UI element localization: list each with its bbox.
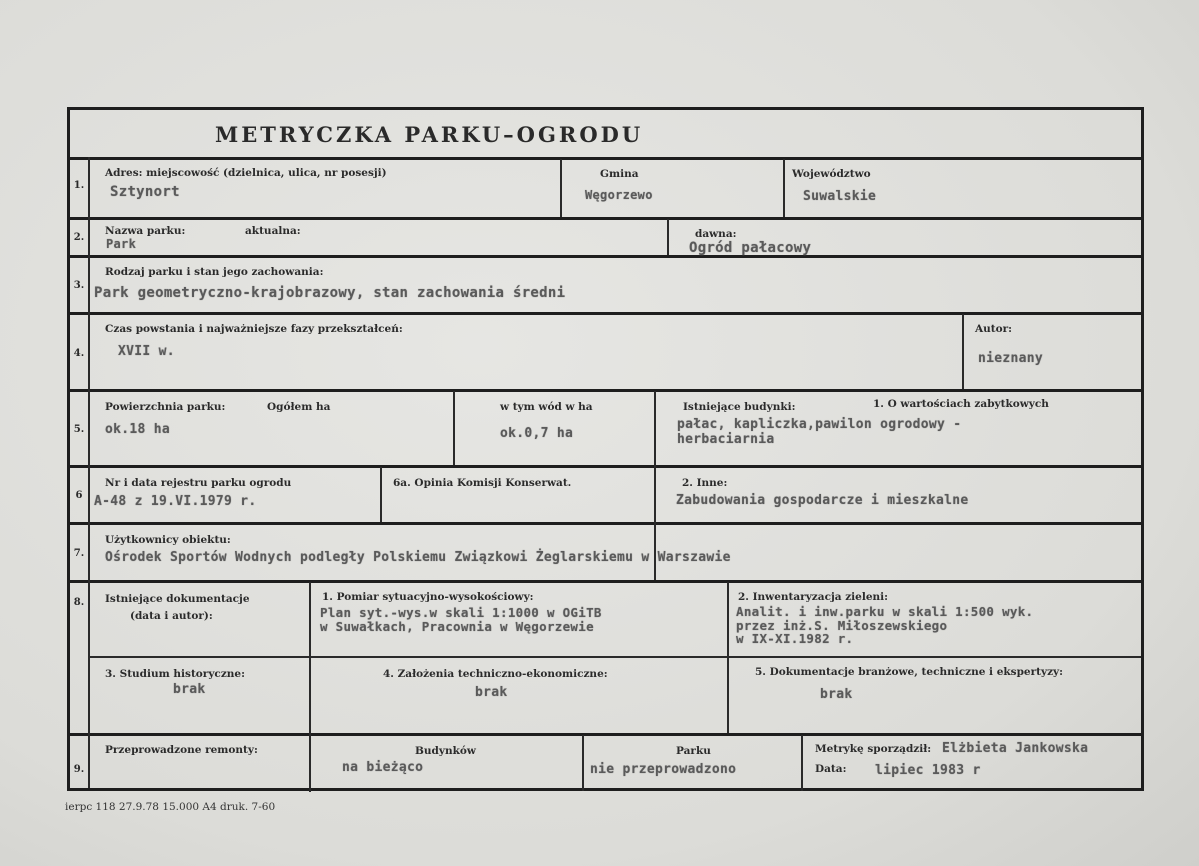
row-divider (70, 217, 1141, 220)
form-title: METRYCZKA PARKU–OGRODU (215, 122, 644, 147)
study-label: 3. Studium historyczne: (105, 668, 245, 680)
park-type-label: Rodzaj parku i stan jego zachowania: (105, 266, 324, 278)
row-number: 2. (73, 232, 85, 243)
area-label: Powierzchnia parku: (105, 401, 226, 413)
tech-value: brak (475, 685, 508, 700)
row-number: 1. (73, 180, 85, 191)
author-label: Autor: (975, 323, 1013, 335)
row-divider (70, 157, 1141, 160)
repairs-label: Przeprowadzone remonty: (105, 744, 258, 756)
park-repairs-value: nie przeprowadzono (590, 762, 737, 777)
row-divider (70, 522, 1141, 525)
column-divider (309, 582, 311, 792)
other-buildings-value: Zabudowania gospodarcze i mieszkalne (676, 493, 969, 508)
former-name-value: Ogród pałacowy (689, 240, 812, 256)
monument-buildings-line1: pałac, kapliczka,pawilon ogrodowy - (677, 417, 962, 432)
address-value: Sztynort (110, 184, 180, 200)
voivodeship-value: Suwalskie (803, 189, 877, 204)
park-record-form (67, 107, 1144, 791)
other-buildings-label: 2. Inne: (682, 477, 728, 489)
branch-docs-label: 5. Dokumentacje branżowe, techniczne i ekspertyzy: (755, 666, 1064, 678)
row-number: 4. (73, 348, 85, 359)
users-label: Użytkownicy obiektu: (105, 534, 231, 546)
column-divider (453, 391, 455, 465)
column-divider (582, 735, 584, 791)
number-column-divider (88, 157, 90, 788)
author-value: nieznany (978, 351, 1044, 366)
row-number: 3. (73, 280, 85, 291)
park-name-label: Nazwa parku: (105, 225, 186, 237)
study-value: brak (173, 682, 206, 697)
voivodeship-label: Województwo (792, 168, 871, 180)
water-area-value: ok.0,7 ha (500, 426, 574, 441)
branch-docs-value: brak (820, 687, 853, 702)
survey-line1: Plan syt.-wys.w skali 1:1000 w OGiTB (320, 605, 602, 620)
users-value: Ośrodek Sportów Wodnych podległy Polskiemu Związkowi Żeglarskiemu w Warszawie (105, 550, 731, 565)
row-divider (70, 255, 1141, 258)
register-label: Nr i data rejestru parku ogrodu (105, 477, 292, 489)
inventory-label: 2. Inwentaryzacja zieleni: (738, 591, 889, 603)
column-divider (801, 735, 803, 791)
register-value: A-48 z 19.VI.1979 r. (94, 494, 257, 509)
opinion-label: 6a. Opinia Komisji Konserwat. (393, 477, 572, 489)
inventory-line2: przez inż.S. Miłoszewskiego (736, 618, 948, 633)
buildings-repairs-value: na bieżąco (342, 760, 424, 775)
row-number: 5. (73, 424, 85, 435)
docs-sublabel: (data i autor): (130, 610, 213, 622)
monument-buildings-label: 1. O wartościach zabytkowych (873, 398, 1049, 410)
column-divider (667, 219, 669, 255)
row-divider (70, 580, 1141, 583)
row-number: 8. (73, 597, 85, 608)
row-number: 9. (73, 764, 85, 775)
water-area-label: w tym wód w ha (500, 401, 593, 413)
inventory-line3: w IX-XI.1982 r. (736, 631, 854, 646)
column-divider (560, 159, 562, 217)
park-repairs-label: Parku (676, 745, 711, 757)
print-footer: ierpc 118 27.9.78 15.000 A4 druk. 7-60 (65, 801, 276, 813)
monument-buildings-line2: herbaciarnia (677, 432, 775, 447)
history-value: XVII w. (118, 344, 175, 359)
history-label: Czas powstania i najważniejsze fazy przekształceń: (105, 323, 403, 335)
docs-label: Istniejące dokumentacje (105, 593, 250, 605)
total-area-label: Ogółem ha (267, 401, 331, 413)
column-divider (783, 159, 785, 217)
row-divider (88, 656, 1141, 658)
row-number: 7. (73, 548, 85, 559)
prepared-by-label: Metrykę sporządził: (815, 743, 932, 755)
tech-label: 4. Założenia techniczno-ekonomiczne: (383, 668, 608, 680)
inventory-line1: Analit. i inw.parku w skali 1:500 wyk. (736, 604, 1034, 619)
row-divider (70, 312, 1141, 315)
date-label: Data: (815, 763, 847, 775)
row-divider (70, 733, 1141, 736)
column-divider (727, 582, 729, 733)
current-name-label: aktualna: (245, 225, 301, 237)
gmina-value: Węgorzewo (585, 188, 653, 202)
buildings-repairs-label: Budynków (415, 745, 476, 757)
row-divider (70, 465, 1141, 468)
existing-buildings-label: Istniejące budynki: (683, 401, 796, 413)
address-label: Adres: miejscowość (dzielnica, ulica, nr posesji) (105, 167, 387, 179)
survey-label: 1. Pomiar sytuacyjno-wysokościowy: (322, 591, 534, 603)
column-divider (962, 314, 964, 389)
row-divider (70, 389, 1141, 392)
former-name-label: dawna: (695, 228, 737, 240)
date-value: lipiec 1983 r (875, 763, 981, 778)
row-number: 6 (75, 490, 83, 501)
prepared-by-value: Elżbieta Jankowska (942, 741, 1089, 756)
column-divider (380, 467, 382, 522)
park-type-value: Park geometryczno-krajobrazowy, stan zachowania średni (94, 285, 566, 301)
survey-line2: w Suwałkach, Pracownia w Węgorzewie (320, 619, 594, 634)
gmina-label: Gmina (600, 168, 639, 180)
total-area-value: ok.18 ha (105, 422, 171, 437)
park-name-value: Park (106, 237, 137, 251)
